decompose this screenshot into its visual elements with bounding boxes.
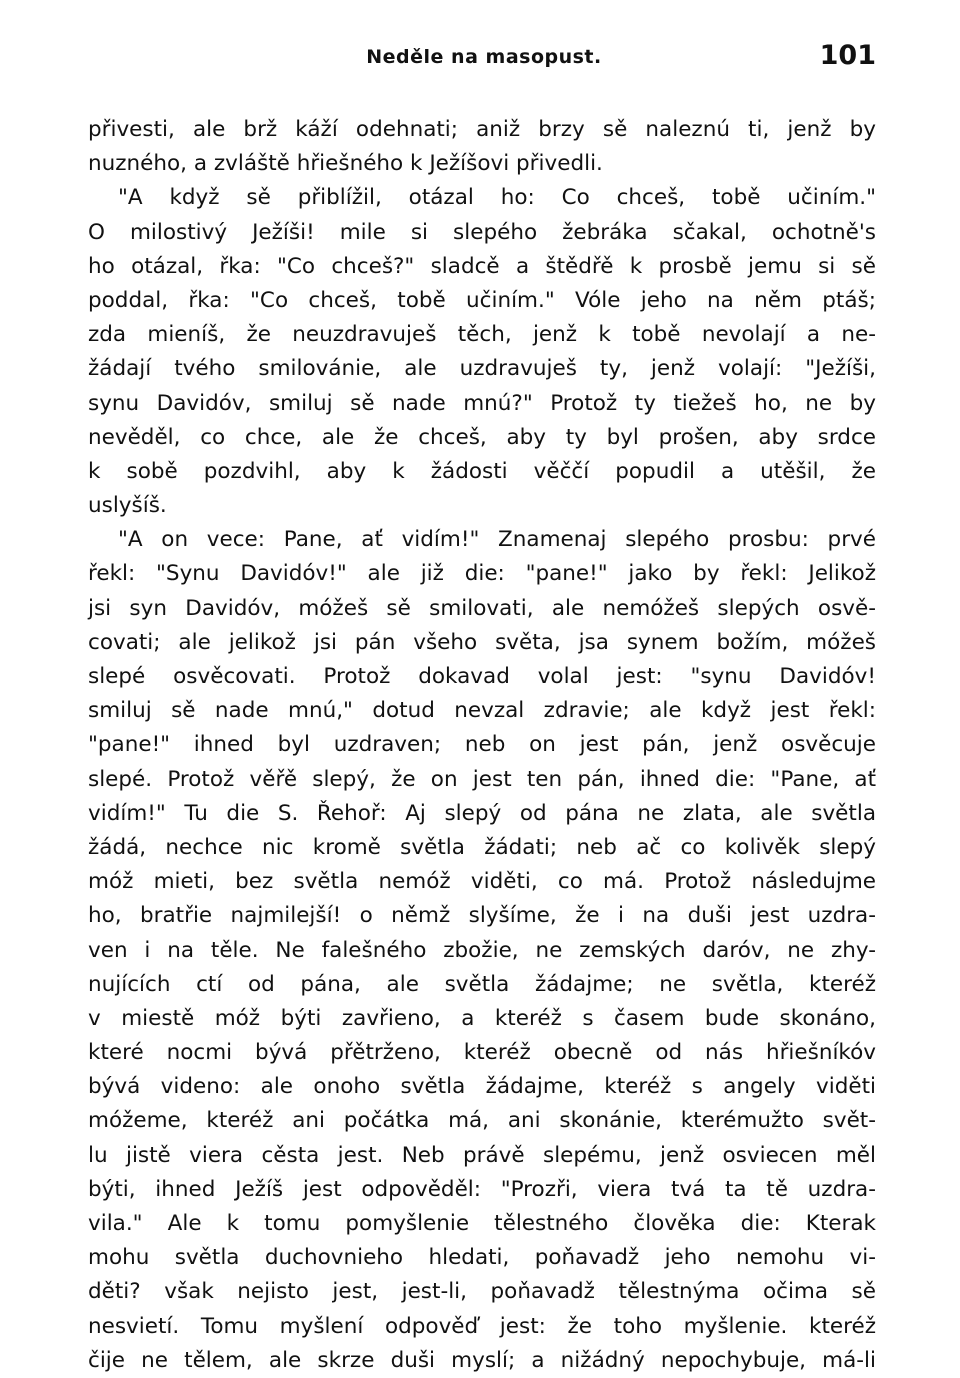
text-line: v miestě móž býti zavřieno, a kteréž s časem bude skonáno, [88, 1005, 876, 1031]
text-line: móžeme, kteréž ani počátka má, ani skonánie, kterémužto svět- [88, 1108, 876, 1134]
text-line: čije ne tělem, ale skrze duši myslí; a nižádný nepochybuje, má-li [88, 1347, 876, 1373]
text-line: vila." Ale k tomu pomyšlenie tělestného člověka die: Kterak [88, 1211, 876, 1236]
text-line: řekl: "Synu Davidóv!" ale již die: "pane!" jako by řekl: Jelikož [88, 561, 876, 587]
text-line: býti, ihned Ježíš jest odpověděl: "Prozři, viera tvá ta tě uzdra- [88, 1176, 876, 1202]
text-line: synu Davidóv, smiluj sě nade mnú?" Protož ty tiežeš ho, ne by [88, 390, 876, 416]
body-text [88, 113, 876, 1378]
text-line: slepé osvěcovati. Protož dokavad volal jest: "synu Davidóv! [88, 664, 876, 689]
text-line: nevěděl, co chce, ale že chceš, aby ty byl prošen, aby srdce [88, 424, 876, 450]
running-title: Neděle na masopust. [366, 46, 602, 68]
text-line: nujících ctí od pána, ale světla žádajme; ne světla, kteréž [88, 971, 876, 997]
text-line: uslyšíš. [88, 493, 167, 519]
text-line: žádá, nechce nic kromě světla žádati; neb ač co kolivěk slepý [88, 834, 876, 860]
text-line: "pane!" ihned byl uzdraven; neb on jest pán, jenž osvěcuje [88, 732, 876, 758]
text-line: děti? však nejisto jest, jest-li, poňavadž tělestnýma očima sě [88, 1279, 876, 1305]
text-line: slepé. Protož věřě slepý, že on jest ten pán, ihned die: "Pane, ať [88, 766, 876, 792]
text-line: nesvietí. Tomu myšlení odpověď jest: že toho myšlenie. kteréž [88, 1313, 876, 1339]
text-line: které nocmi bývá přětrženo, kteréž obecně od nás hřiešníkóv [88, 1040, 876, 1066]
text-line: ven i na těle. Ne falešného zbožie, ne zemských daróv, ne zhy- [88, 937, 876, 963]
text-line: ho, bratřie najmilejší! o němž slyšíme, že i na duši jest uzdra- [88, 903, 876, 929]
text-line: smiluj sě nade mnú," dotud nevzal zdravie; ale když jest řekl: [88, 698, 876, 724]
text-line: mohu světla duchovnieho hledati, poňavadž jeho nemohu vi- [88, 1245, 876, 1271]
text-line: zda mieníš, že neuzdravuješ těch, jenž k tobě nevolají a ne- [88, 322, 876, 348]
text-line: "A když sě přiblížil, otázal ho: Co chceš, tobě učiním." [118, 185, 876, 211]
text-line: k sobě pozdvihl, aby k žádosti věččí popudil a utěšil, že [88, 458, 876, 484]
text-line: bývá videno: ale onoho světla žádajme, kteréž s angely viděti [88, 1074, 876, 1100]
running-head [88, 38, 880, 78]
text-line: nuzného, a zvláště hřiešného k Ježíšovi přivedli. [88, 151, 603, 177]
text-line: "A on vece: Pane, ať vidím!" Znamenaj slepého prosbu: prvé [118, 527, 876, 553]
text-line: poddal, řka: "Co chceš, tobě učiním." Vóle jeho na něm ptáš; [88, 287, 876, 313]
text-line: lu jistě viera cěsta jest. Neb právě slepému, jenž osviecen měl [88, 1142, 876, 1168]
text-line: covati; ale jelikož jsi pán všeho světa, jsa synem božím, móžeš [88, 629, 876, 655]
text-line: žádají tvého smilovánie, ale uzdravuješ ty, jenž volají: "Ježíši, [88, 356, 876, 382]
page-number: 101 [819, 40, 876, 71]
text-line: móž mieti, bez světla nemóž viděti, co má. Protož následujme [88, 869, 876, 895]
text-line: jsi syn Davidóv, móžeš sě smilovati, ale nemóžeš slepých osvě- [88, 595, 876, 621]
text-line: ho otázal, řka: "Co chceš?" sladcě a štědřě k prosbě jemu si sě [88, 253, 876, 279]
text-line: O milostivý Ježíši! mile si slepého žebráka sčakal, ochotně's [88, 219, 876, 245]
text-line: přivesti, ale brž káží odehnati; aniž brzy sě naleznú ti, jenž by [88, 117, 876, 142]
text-line: vidím!" Tu die S. Řehoř: Aj slepý od pána ne zlata, ale světla [88, 800, 876, 826]
